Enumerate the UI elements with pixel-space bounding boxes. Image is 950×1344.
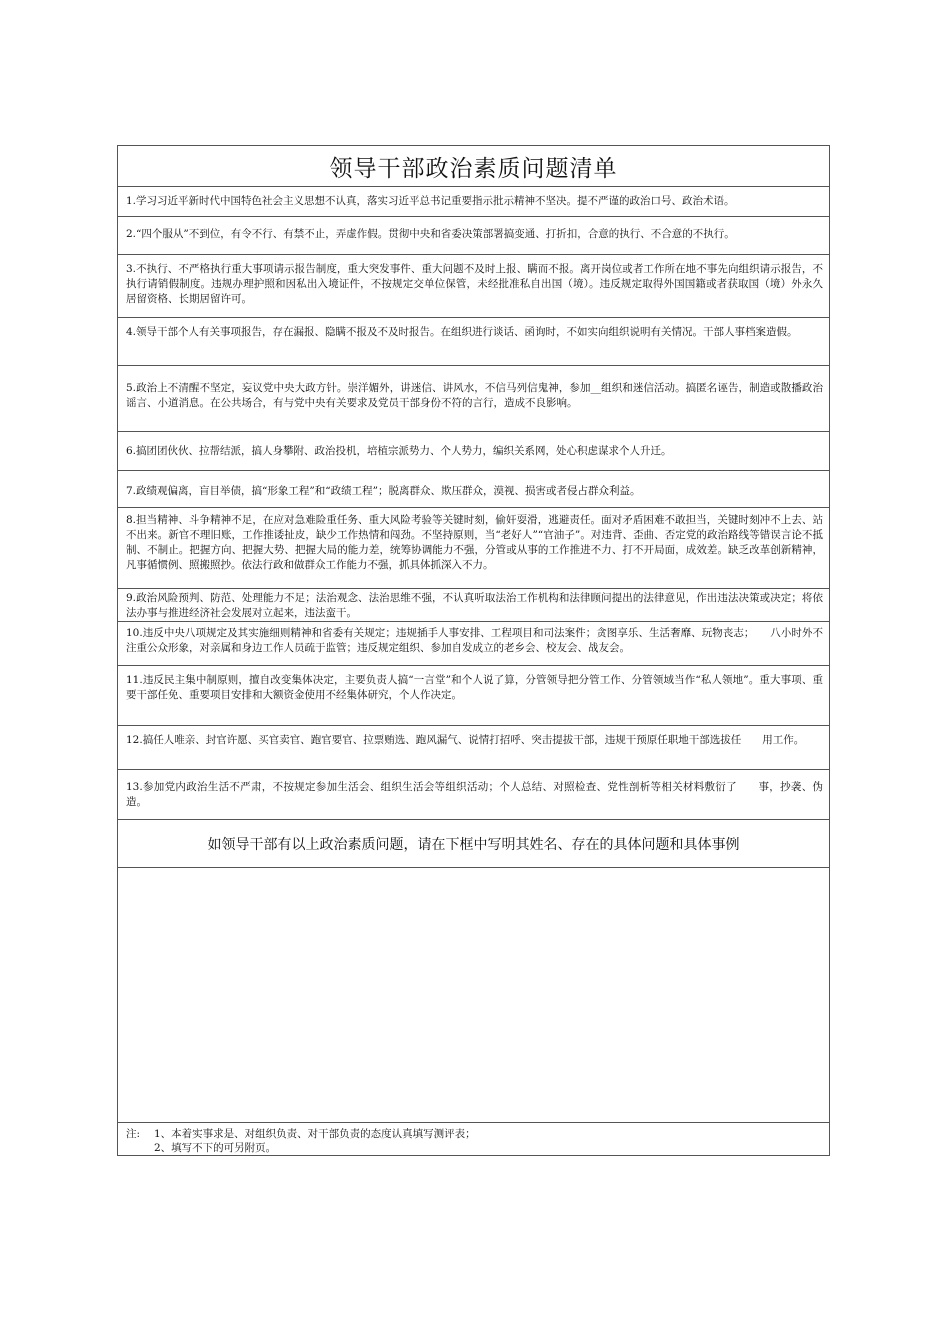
page-title: 领导干部政治素质问题清单 xyxy=(329,155,618,182)
list-item-8 xyxy=(118,508,829,589)
note-line: 2、填写不下的可另附页。 xyxy=(154,1142,277,1154)
list-item-text: 3.不执行、不严格执行重大事项请示报告制度，重大突发事件、重大问题不及时上报、瞒而不报。离开岗位或者工作所在地不事先向组织请示报告，不执行请销假制度。违规办理护照和因私出入境证件，不按规定交单位保管，未经批准私自出国（境）。违反规定取得外国国籍或者获取国（境）外永久居留资格、长期居留许可。 xyxy=(126,263,823,305)
list-item-text: 11.违反民主集中制原则，擅自改变集体决定，主要负责人搞“一言堂”和个人说了算，分管领导把分管工作、分管领域当作“私人领地”。重大事项、重要干部任免、重要项目安排和大额资金使用不经集体研究，个人作决定。 xyxy=(126,674,823,701)
list-item-text: 4.领导干部个人有关事项报告，存在漏报、隐瞒不报及不及时报告。在组织进行谈话、函询时，不如实向组织说明有关情况。干部人事档案造假。 xyxy=(126,326,798,338)
note-row xyxy=(118,1123,829,1155)
note-lines xyxy=(154,1127,829,1155)
note-label: 注: xyxy=(126,1128,141,1140)
prompt-row xyxy=(118,820,829,868)
list-item-text: 2.“四个服从”不到位，有令不行、有禁不止，弄虚作假。贯彻中央和省委决策部署搞变通、打折扣，合意的执行、不合意的不执行。 xyxy=(126,228,735,240)
list-item-5 xyxy=(118,366,829,432)
list-item-6 xyxy=(118,432,829,471)
list-item-7 xyxy=(118,471,829,508)
list-item-12 xyxy=(118,726,829,770)
list-item-text: 7.政绩观偏离，盲目举债，搞“形象工程”和“政绩工程”；脱离群众、欺压群众，漠视、损害或者侵占群众利益。 xyxy=(126,485,641,497)
list-item-4 xyxy=(118,318,829,366)
list-item-text: 5.政治上不清醒不坚定，妄议党中央大政方针。崇洋媚外，讲迷信、讲风水，不信马列信鬼神，参加__组织和迷信活动。搞匿名诬告，制造或散播政治谣言、小道消息。在公共场合，有与党中央有关要求及党员干部身份不符的言行，造成不良影响。 xyxy=(126,382,823,409)
list-item-9 xyxy=(118,589,829,622)
fill-in-prompt: 如领导干部有以上政治素质问题，请在下框中写明其姓名、存在的具体问题和具体事例 xyxy=(207,836,740,853)
list-item-3 xyxy=(118,255,829,318)
list-item-text: 6.搞团团伙伙、拉帮结派，搞人身攀附、政治投机，培植宗派势力、个人势力，编织关系网，处心积虑谋求个人升迁。 xyxy=(126,445,672,457)
list-item-text: 13.参加党内政治生活不严肃，不按规定参加生活会、组织生活会等组织活动；个人总结、对照检查、党性剖析等相关材料敷衍了 事，抄袭、伪造。 xyxy=(126,781,823,808)
answer-box[interactable] xyxy=(118,868,829,1123)
title-row xyxy=(118,146,829,187)
list-item-text: 9.政治风险预判、防范、处理能力不足；法治观念、法治思维不强，不认真听取法治工作机构和法律顾问提出的法律意见，作出违法决策或决定；将依法办事与推进经济社会发展对立起来，违法蛮干。 xyxy=(126,592,823,619)
list-item-text: 12.搞任人唯亲、封官许愿、买官卖官、跑官要官、拉票贿选、跑风漏气、说情打招呼、突击提拔干部，违规干预原任职地干部选拔任 用工作。 xyxy=(126,734,805,746)
problem-list-table xyxy=(117,145,830,1156)
list-item-text: 8.担当精神、斗争精神不足，在应对急难险重任务、重大风险考验等关键时刻，偷奸耍滑，逃避责任。面对矛盾困难不敢担当，关键时刻冲不上去、站不出来。新官不理旧账，工作推诿扯皮，缺少工作热情和闯劲。不坚持原则，当“老好人”“官油子”。对违背、歪曲、否定党的政治路线等错误言论不抵制、不制止。把握方向、把握大势、把握大局的能力差，统筹协调能力不强，分管或从事的工作推进不力、打不开局面，成效差。缺乏改革创新精神，凡事循惯例、照搬照抄。依法行政和做群众工作能力不强，抓具体抓深入不力。 xyxy=(126,514,823,571)
list-item-1 xyxy=(118,187,829,217)
list-item-2 xyxy=(118,217,829,255)
list-item-13 xyxy=(118,770,829,820)
list-item-text: 1.学习习近平新时代中国特色社会主义思想不认真，落实习近平总书记重要指示批示精神不坚决。提不严谨的政治口号、政治术语。 xyxy=(126,195,735,207)
list-item-10 xyxy=(118,622,829,666)
list-item-11 xyxy=(118,666,829,726)
list-item-text: 10.违反中央八项规定及其实施细则精神和省委有关规定；违规插手人事安排、工程项目和司法案件；贪图享乐、生活奢靡、玩物丧志； 八小时外不注重公众形象，对亲属和身边工作人员疏于监管；违反规定组织、参加自发成立的老乡会、校友会、战友会。 xyxy=(126,627,823,654)
note-line: 1、本着实事求是、对组织负责、对干部负责的态度认真填写测评表； xyxy=(154,1128,476,1140)
